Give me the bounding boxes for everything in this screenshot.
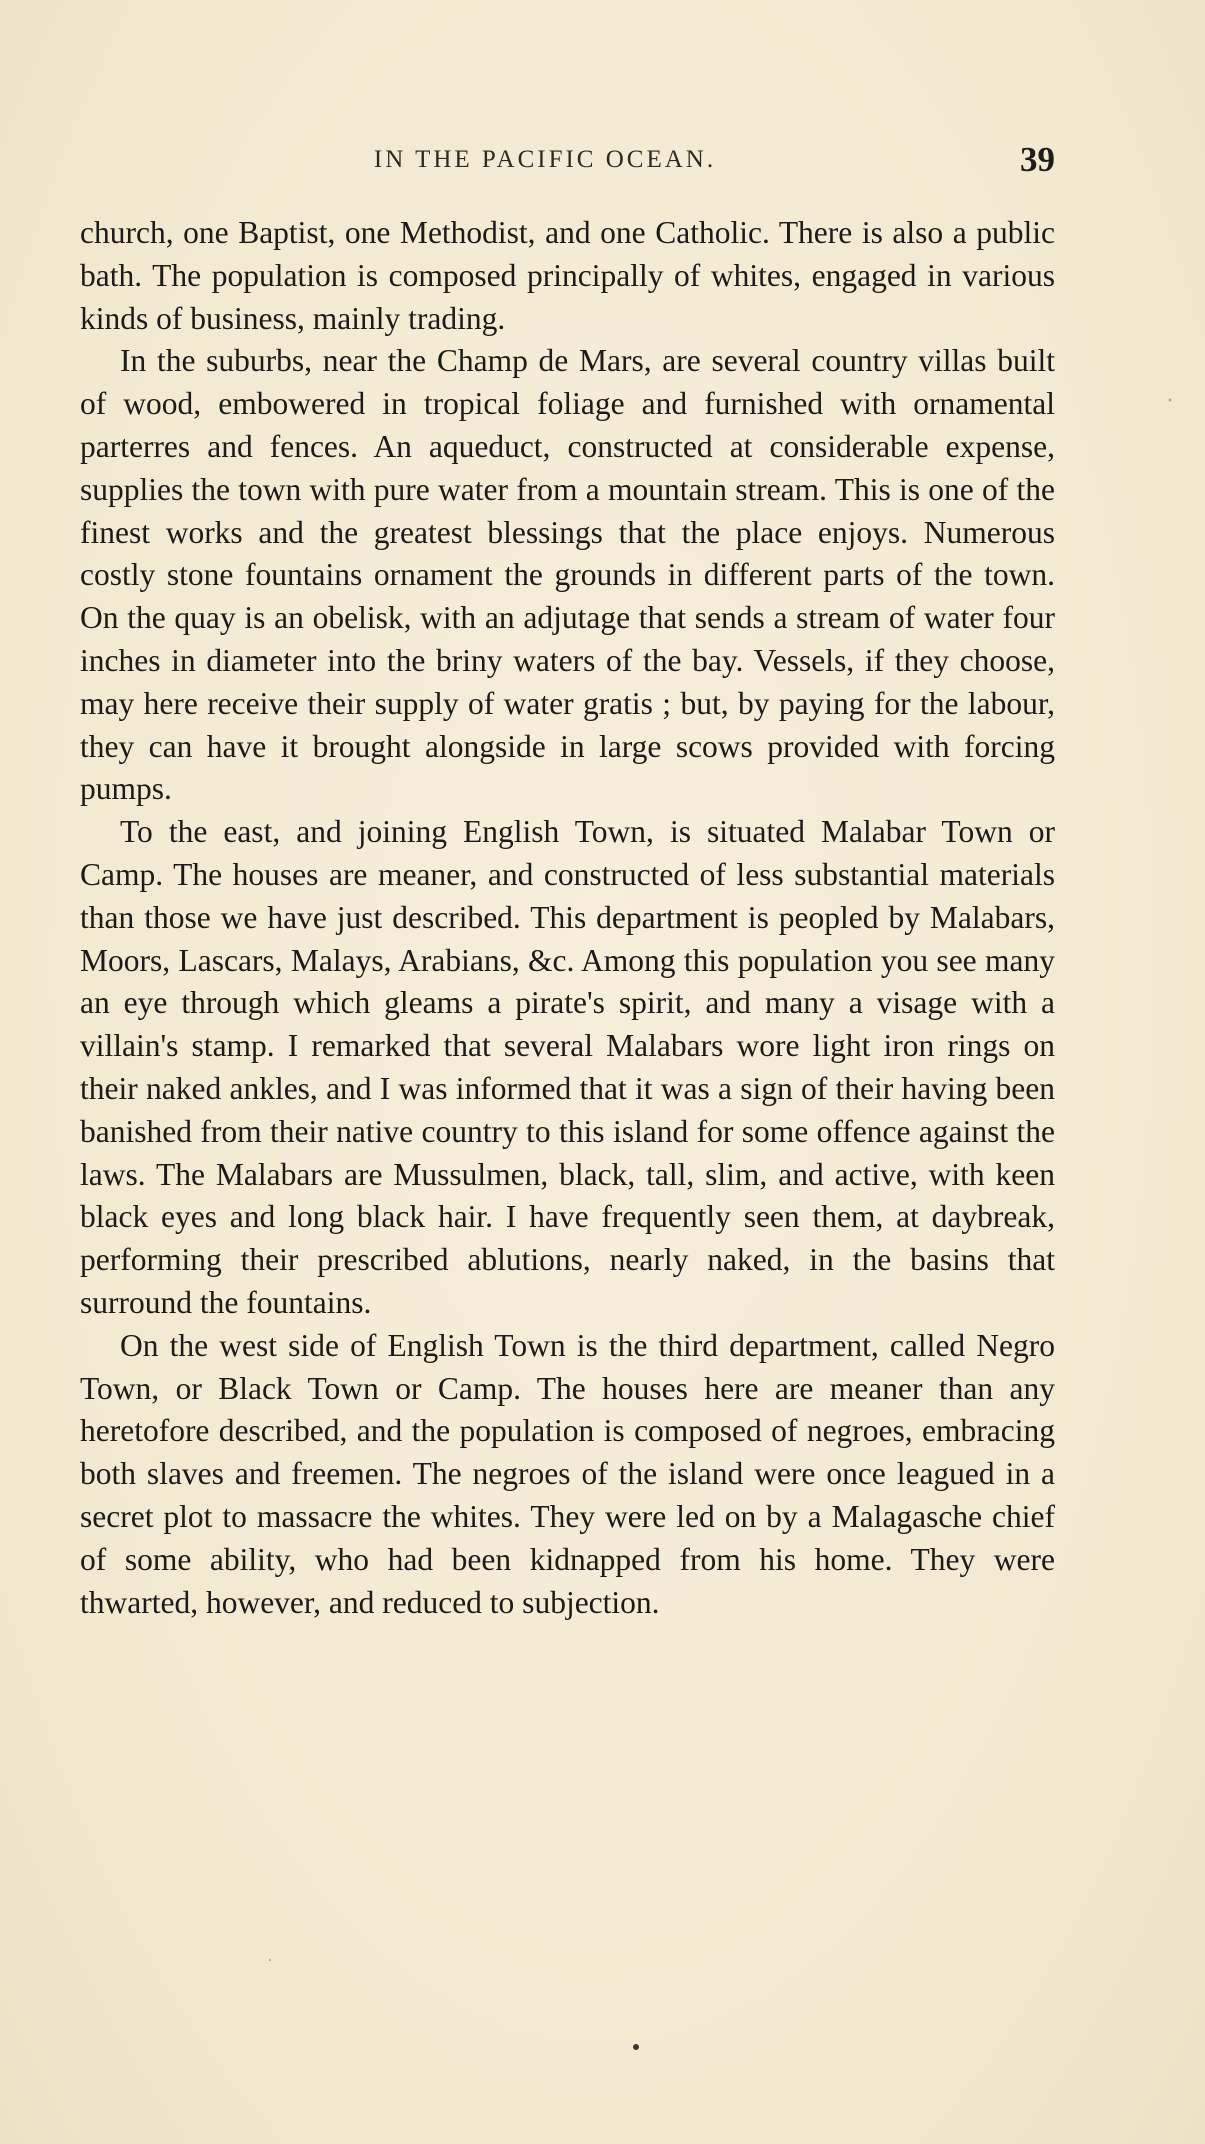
ink-speck: [269, 1959, 271, 1961]
paragraph-negro-town: On the west side of English Town is the third department, called Negro Town, or Black Town or Camp. The houses here are meaner than any heretofore described, and the population is composed of negroes, embracing both slaves and freemen. The negroes of the island were once leagued in a secret plot to massacre the whites. They were led on by a Malagasche chief of some ability, who had been kidnapped from his home. They were thwarted, however, and reduced to subjection.: [80, 1327, 1055, 1620]
ink-speck: [633, 2044, 639, 2050]
paragraph-suburbs: In the suburbs, near the Champ de Mars, are several country villas built of wood, embowered in tropical foliage and furnished with ornamental parterres and fences. An aqueduct, constructed at considerable expense, supplies the town with pure water from a mountain stream. This is one of the finest works and the greatest blessings that the place enjoys. Numerous costly stone fountains ornament the grounds in different parts of the town. On the quay is an obelisk, with an adjutage that sends a stream of water four inches in diameter into the briny waters of the bay. Vessels, if they choose, may here receive their supply of water gratis ; but, by paying for the labour, they can have it brought alongside in large scows provided with forcing pumps.: [80, 343, 1055, 807]
paragraph-malabar-town: To the east, and joining English Town, is situated Malabar Town or Camp. The houses are meaner, and constructed of less substantial materials than those we have just described. This department is peopled by Malabars, Moors, Lascars, Malays, Arabians, &c. Among this population you see many an eye through which gleams a pirate's spirit, and many a visage with a villain's stamp. I remarked that several Malabars wore light iron rings on their naked ankles, and I was informed that it was a sign of their having been banished from their native country to this island for some offence against the laws. The Malabars are Mussulmen, black, tall, slim, and active, with keen black eyes and long black hair. I have frequently seen them, at daybreak, performing their prescribed ablutions, nearly naked, in the basins that surround the fountains.: [80, 814, 1055, 1320]
page-number: 39: [1020, 140, 1055, 179]
running-head: [80, 140, 1055, 190]
body-text: [80, 212, 1055, 1624]
ink-speck: [1169, 399, 1172, 402]
paragraph-continued: church, one Baptist, one Methodist, and one Catholic. There is also a public bath. The population is composed principally of whites, engaged in various kinds of business, mainly trading.: [80, 215, 1055, 336]
running-title: IN THE PACIFIC OCEAN.: [373, 146, 717, 173]
